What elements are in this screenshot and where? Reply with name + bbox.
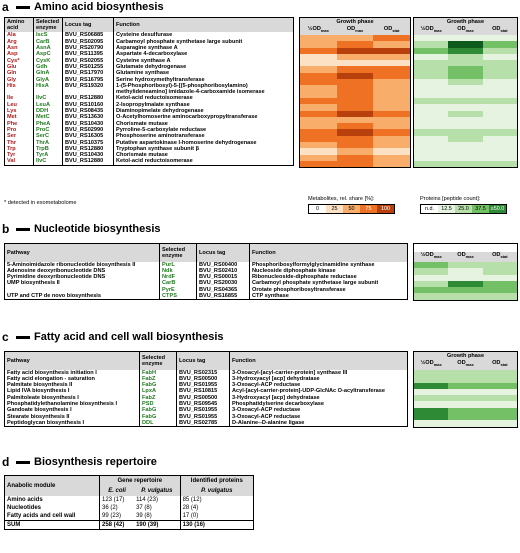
legend-swatch: 0	[309, 205, 326, 213]
protein-heatmap-c	[413, 351, 518, 428]
pvul-count: 39 (8)	[136, 513, 152, 519]
function: Asparagine synthase A	[114, 45, 294, 51]
enzyme: PyrE	[160, 287, 197, 293]
col-header: Locus tag	[197, 244, 250, 262]
function: Ketol-acid reductoisomerase	[114, 95, 294, 101]
function: 1-(5-Phosphoribosyl)-5-[(5-phosphoribosylamino)	[114, 83, 294, 89]
module-name: Amino acids	[7, 497, 43, 503]
locus-tag: BVU_RS10430	[63, 152, 114, 158]
table-row	[5, 262, 408, 268]
heatmap-cell	[448, 161, 482, 167]
phase-col-max: $OD_{max}$	[457, 252, 474, 260]
heatmap-row	[300, 161, 410, 167]
enzyme: LpxA	[140, 388, 177, 394]
col-header: Selected enzyme	[34, 18, 63, 33]
amino-acid: His	[7, 82, 16, 89]
col-header: Amino acid	[5, 18, 34, 33]
amino-acid: Gln	[7, 70, 17, 77]
table-row	[5, 274, 408, 280]
locus-tag: BVU_RS04365	[197, 287, 250, 293]
heatmap-row	[414, 293, 517, 299]
heatmap-row	[414, 420, 517, 426]
locus-tag: BVU_RS10430	[63, 121, 114, 127]
table-row	[5, 158, 294, 165]
function: Orotate phosphoribosyltransferase	[250, 287, 408, 293]
fatty-acid-table	[4, 351, 408, 427]
locus-tag: BVU_RS01955	[177, 407, 230, 413]
function: Carbamoyl phosphate synthetase large subunit	[250, 280, 408, 286]
module-name: Fatty acids and cell wall	[7, 513, 76, 519]
legend-swatch: 25	[326, 205, 343, 213]
amino-acid: Asp	[7, 51, 18, 58]
enzyme: GlnA	[34, 70, 63, 76]
amino-acid: Lys	[7, 108, 17, 115]
amino-acid: Ala	[7, 32, 16, 39]
function: Cysteine desulfurase	[114, 32, 294, 38]
pathway: Palmitate biosynthesis II	[7, 382, 73, 389]
enzyme: MetC	[34, 114, 63, 120]
phase-col-half: $\frac{1}{2}OD_{max}$	[307, 26, 329, 34]
legend-swatch: ≥50.0	[490, 206, 505, 212]
amino-acid: Cys*	[7, 57, 20, 64]
function: Phosphatidylserine decarboxylase	[230, 401, 408, 407]
repertoire-table	[4, 475, 254, 530]
enzyme: CarB	[34, 39, 63, 45]
heatmap-cell	[414, 420, 448, 426]
amino-acid: Ile	[7, 95, 14, 102]
enzyme: Gdh	[34, 64, 63, 70]
footnote: * detected in exometabolome	[4, 200, 77, 206]
locus-tag: BVU_RS02990	[63, 127, 114, 133]
legend-title: Proteins [peptide count]:	[420, 196, 481, 202]
col-subheader: P. vulgatus	[180, 486, 253, 496]
enzyme: CysK	[34, 58, 63, 64]
phase-col-half: $\frac{1}{2}OD_{max}$	[420, 360, 442, 368]
enzyme: TrpB	[34, 146, 63, 152]
sum-label: SUM	[7, 522, 21, 528]
heatmap-cell	[373, 161, 410, 167]
function: Phosphoribosylformylglycinamidine synthase	[250, 262, 408, 268]
heatmap-cell	[448, 420, 482, 426]
function: Tryptophan synthase subunit β	[114, 146, 294, 152]
locus-tag: BVU_RS00015	[197, 274, 250, 280]
enzyme: FabG	[140, 407, 177, 413]
col-subheader: P. vulgatus	[134, 486, 180, 496]
phase-col-half: $\frac{1}{2}OD_{max}$	[420, 26, 442, 34]
function: 3-Oxoacyl-[acyl-carrier-protein] synthase III	[230, 370, 408, 376]
enzyme: PSD	[140, 401, 177, 407]
metabolite-legend	[308, 196, 395, 214]
function: Glutamine synthase	[114, 70, 294, 76]
enzyme: FabZ	[140, 376, 177, 382]
enzyme: AspC	[34, 51, 63, 57]
amino-acid: Ser	[7, 133, 17, 140]
pathway: Phosphatidylethanolamine biosynthesis I	[7, 401, 118, 408]
heatmap-cell	[483, 420, 517, 426]
locus-tag: BVU_RS09545	[177, 401, 230, 407]
protein-count: 85 (12)	[180, 496, 253, 504]
enzyme: HisA	[34, 83, 63, 89]
locus-tag: BVU_RS16855	[197, 293, 250, 300]
col-header: Pathway	[5, 244, 160, 262]
locus-tag: BVU_RS06885	[63, 32, 114, 38]
panel-title: Fatty acid and cell wall biosynthesis	[34, 331, 224, 343]
locus-tag: BVU_RS02315	[177, 370, 230, 376]
pathway: Lipid IVA biosynthesis I	[7, 388, 70, 395]
function: Nucleoside diphosphate kinase	[250, 268, 408, 274]
heading-bar	[16, 461, 30, 464]
amino-acid: Glu	[7, 63, 17, 70]
pathway: Fatty acid biosynthesis initiation I	[7, 369, 97, 376]
phase-col-max: $OD_{max}$	[457, 26, 474, 34]
function: Ribonucleoside-diphosphate reductase	[250, 274, 408, 280]
protein-count: 28 (4)	[180, 504, 253, 512]
locus-tag: BVU_RS16305	[63, 133, 114, 139]
locus-tag: BVU_RS11395	[63, 51, 114, 57]
function: Serine hydroxymethyltransferase	[114, 76, 294, 82]
sum-proteins: 130 (16)	[180, 521, 253, 530]
table-row	[5, 420, 408, 427]
enzyme: TyrA	[34, 152, 63, 158]
panel-a-heading	[2, 0, 164, 14]
heatmap-cell	[414, 161, 448, 167]
pathway: Peptidoglycan biosynthesis I	[7, 419, 85, 426]
col-header: Identified proteins	[180, 476, 253, 487]
table-row	[5, 370, 408, 376]
enzyme: ProC	[34, 127, 63, 133]
protein-legend	[420, 196, 507, 214]
heatmap-cell	[483, 293, 517, 299]
sum-ecoli: 258 (42)	[100, 521, 135, 530]
enzyme: NrdF	[160, 274, 197, 280]
locus-tag: BVU_RS01955	[177, 382, 230, 388]
function: Phosphoserine aminotransferase	[114, 133, 294, 139]
enzyme: AsnA	[34, 45, 63, 51]
locus-tag: BVU_RS12880	[63, 146, 114, 152]
col-header: Locus tag	[63, 18, 114, 33]
heatmap-cell	[300, 161, 337, 167]
locus-tag: BVU_RS17970	[63, 70, 114, 76]
amino-acid: Leu	[7, 101, 17, 108]
legend-swatch: 75	[360, 205, 377, 213]
enzyme: FabG	[140, 414, 177, 420]
growth-phase-label: Growth phase	[414, 18, 517, 26]
col-subheader: E. coli	[100, 486, 135, 496]
legend-swatch: 50	[343, 205, 360, 213]
enzyme: Ndk	[160, 268, 197, 274]
function: 2-Isopropylmalate synthase	[114, 102, 294, 108]
amino-acid: Trp	[7, 145, 16, 152]
function: O-Acetylhomoserine aminocarboxypropyltransferase	[114, 114, 294, 120]
ecoli-count: 36 (2)	[100, 504, 135, 512]
panel-letter: a	[2, 0, 9, 14]
pvul-count: 37 (8)	[136, 505, 152, 511]
phase-col-stat: $OD_{stat}$	[492, 252, 508, 260]
pathway: Fatty acid elongation - saturation	[7, 375, 95, 382]
locus-tag: BVU_RS02410	[197, 268, 250, 274]
pathway: Stearate biosynthesis II	[7, 413, 70, 420]
function: 3-Hydroxyacyl [acp] dehydratase	[230, 395, 408, 401]
table-row	[5, 504, 254, 512]
amino-acid: Thr	[7, 139, 17, 146]
sum-pvul: 190 (39)	[136, 522, 159, 528]
panel-title: Biosynthesis repertoire	[34, 456, 157, 468]
nucleotide-table	[4, 243, 408, 300]
phase-col-stat: $OD_{stat}$	[383, 26, 400, 34]
enzyme: SerC	[34, 133, 63, 139]
function: Aspartate 4-decarboxylase	[114, 51, 294, 57]
phase-col-max: $OD_{max}$	[346, 26, 364, 34]
heading-bar	[16, 228, 30, 231]
panel-letter: c	[2, 330, 9, 344]
enzyme: PheA	[34, 121, 63, 127]
locus-tag: BVU_RS10815	[177, 388, 230, 394]
phase-col-stat: $OD_{stat}$	[492, 360, 508, 368]
col-header: Selected enzyme	[140, 352, 177, 370]
locus-tag: BVU_RS10375	[63, 139, 114, 145]
heading-bar	[16, 336, 30, 339]
amino-acid: Tyr	[7, 152, 16, 159]
amino-acid: Gly	[7, 76, 17, 83]
legend-swatch: 37.5	[472, 205, 489, 213]
enzyme: IlvC	[34, 158, 63, 165]
panel-letter: d	[2, 455, 10, 469]
heatmap-cell	[448, 293, 482, 299]
legend-swatch: 100	[377, 205, 394, 213]
col-header: Locus tag	[177, 352, 230, 370]
phase-col-stat: $OD_{stat}$	[492, 26, 508, 34]
locus-tag: BVU_RS20790	[63, 45, 114, 51]
heatmap-cell	[337, 161, 374, 167]
locus-tag: BVU_RS02055	[63, 58, 114, 64]
panel-title: Amino acid biosynthesis	[34, 1, 164, 13]
enzyme: LeuA	[34, 102, 63, 108]
growth-phase-label: Growth phase	[300, 18, 410, 26]
locus-tag: BVU_RS19320	[63, 83, 114, 89]
locus-tag: BVU_RS00500	[177, 376, 230, 382]
pathway: Gandoate biosynthesis I	[7, 407, 72, 414]
locus-tag: BVU_RS16795	[63, 76, 114, 82]
heading-bar	[16, 6, 30, 9]
locus-tag: BVU_RS00400	[197, 262, 250, 268]
locus-tag: BVU_RS08435	[63, 108, 114, 114]
table-row	[5, 512, 254, 521]
enzyme: IscS	[34, 32, 63, 38]
locus-tag: BVU_RS12880	[63, 95, 114, 101]
function: 3-Hydroxyacyl [acp] dehydratase	[230, 376, 408, 382]
enzyme: CTPS	[160, 293, 197, 300]
col-header: Function	[250, 244, 408, 262]
heatmap-cell	[483, 161, 517, 167]
table-row	[5, 139, 294, 145]
locus-tag: BVU_RS10160	[63, 102, 114, 108]
heatmap-row	[414, 161, 517, 167]
amino-acid: Pro	[7, 126, 17, 133]
legend-title: Metabolites, rel. share [%]:	[308, 196, 375, 202]
enzyme: IlvC	[34, 95, 63, 101]
function: Glutamate dehydrogenase	[114, 64, 294, 70]
protein-heatmap-b	[413, 243, 518, 301]
panel-c-heading	[2, 330, 224, 344]
locus-tag: BVU_RS00500	[177, 395, 230, 401]
growth-phase-label: Growth phase	[414, 352, 517, 360]
panel-b-heading	[2, 222, 161, 236]
enzyme: DDL	[140, 420, 177, 427]
protein-heatmap	[413, 17, 518, 168]
locus-tag: BVU_RS02785	[177, 420, 230, 427]
enzyme: FabH	[140, 370, 177, 376]
amino-acid: Asn	[7, 45, 18, 52]
amino-acid: Phe	[7, 120, 18, 127]
locus-tag: BVU_RS02095	[63, 39, 114, 45]
pathway: Palmitoleate biosynthesis I	[7, 394, 79, 401]
legend-swatch: 25.0	[455, 205, 472, 213]
pathway: Adenosine deoxyribonucleotide DNS	[7, 267, 106, 274]
panel-title: Nucleotide biosynthesis	[34, 223, 161, 235]
panel-d-heading	[2, 455, 157, 469]
amino-acid: Val	[7, 158, 16, 165]
enzyme: CarB	[160, 280, 197, 286]
function: Acyl-[acyl-carrier-protein]-UDP-GlcNAc O-acyltransferase	[230, 388, 408, 394]
locus-tag: BVU_RS01955	[177, 414, 230, 420]
enzyme: GlyA	[34, 76, 63, 82]
metabolite-heatmap	[299, 17, 411, 168]
protein-count: 17 (0)	[180, 512, 253, 521]
col-header: Function	[230, 352, 408, 370]
col-header: Pathway	[5, 352, 140, 370]
function: 3-Oxoacyl-ACP reductase	[230, 382, 408, 388]
enzyme: PurL	[160, 262, 197, 268]
phase-col-half: $\frac{1}{2}OD_{max}$	[420, 252, 442, 260]
function: Pyrroline-5-carboxylate reductase	[114, 127, 294, 133]
function: CTP synthase	[250, 293, 408, 300]
enzyme: FabZ	[140, 395, 177, 401]
function: Diaminopimelate dehydrogenase	[114, 108, 294, 114]
function: 3-Oxoacyl-ACP reductase	[230, 414, 408, 420]
pathway: Pyrimidine deoxyribonucleotide DNS	[7, 274, 106, 281]
panel-letter: b	[2, 222, 10, 236]
pathway: UTP and CTP de novo biosynthesis	[7, 293, 101, 300]
locus-tag: BVU_RS01255	[63, 64, 114, 70]
table-row	[5, 388, 408, 394]
function: Carbamoyl phosphate synthetase large subunit	[114, 39, 294, 45]
pvul-count: 114 (23)	[136, 497, 158, 503]
module-name: Nucleotides	[7, 505, 42, 511]
function: Cysteine synthase A	[114, 58, 294, 64]
amino-acid: Arg	[7, 38, 17, 45]
enzyme: FabG	[140, 382, 177, 388]
pathway: 5-Aminoimidazole ribonucleotide biosynthesis II	[7, 261, 136, 268]
locus-tag: BVU_RS12880	[63, 158, 114, 165]
locus-tag: BVU_RS13630	[63, 114, 114, 120]
col-header: Selected enzyme	[160, 244, 197, 262]
table-row	[5, 293, 408, 300]
legend-swatch: n.d.	[421, 205, 438, 213]
enzyme: DDH	[34, 108, 63, 114]
function: Ketol-acid reductoisomerase	[114, 158, 294, 165]
heatmap-cell	[414, 293, 448, 299]
locus-tag: BVU_RS20030	[197, 280, 250, 286]
function: methylideneamino] imidazole-4-carboxamide isomerase	[114, 89, 294, 95]
col-header: Anabolic module	[5, 476, 100, 497]
phase-col-max: $OD_{max}$	[457, 360, 474, 368]
ecoli-count: 123 (17)	[100, 496, 135, 504]
function: 3-Oxoacyl-ACP reductase	[230, 407, 408, 413]
col-header: Function	[114, 18, 294, 33]
ecoli-count: 99 (23)	[100, 512, 135, 521]
amino-acid: Met	[7, 114, 17, 121]
table-row	[5, 114, 294, 120]
pathway: UMP biosynthesis II	[7, 280, 60, 287]
function: Chorismate mutase	[114, 152, 294, 158]
amino-acid-table	[4, 17, 294, 166]
function: Chorismate mutase	[114, 121, 294, 127]
table-row	[5, 496, 254, 504]
col-header: Gene repertoire	[100, 476, 181, 487]
enzyme: ThrA	[34, 139, 63, 145]
function: Putative aspartokinase I-homoserine dehydrogenase	[114, 139, 294, 145]
legend-swatch: 12.5	[438, 205, 455, 213]
function: D-Alanine--D-alanine ligase	[230, 420, 408, 427]
